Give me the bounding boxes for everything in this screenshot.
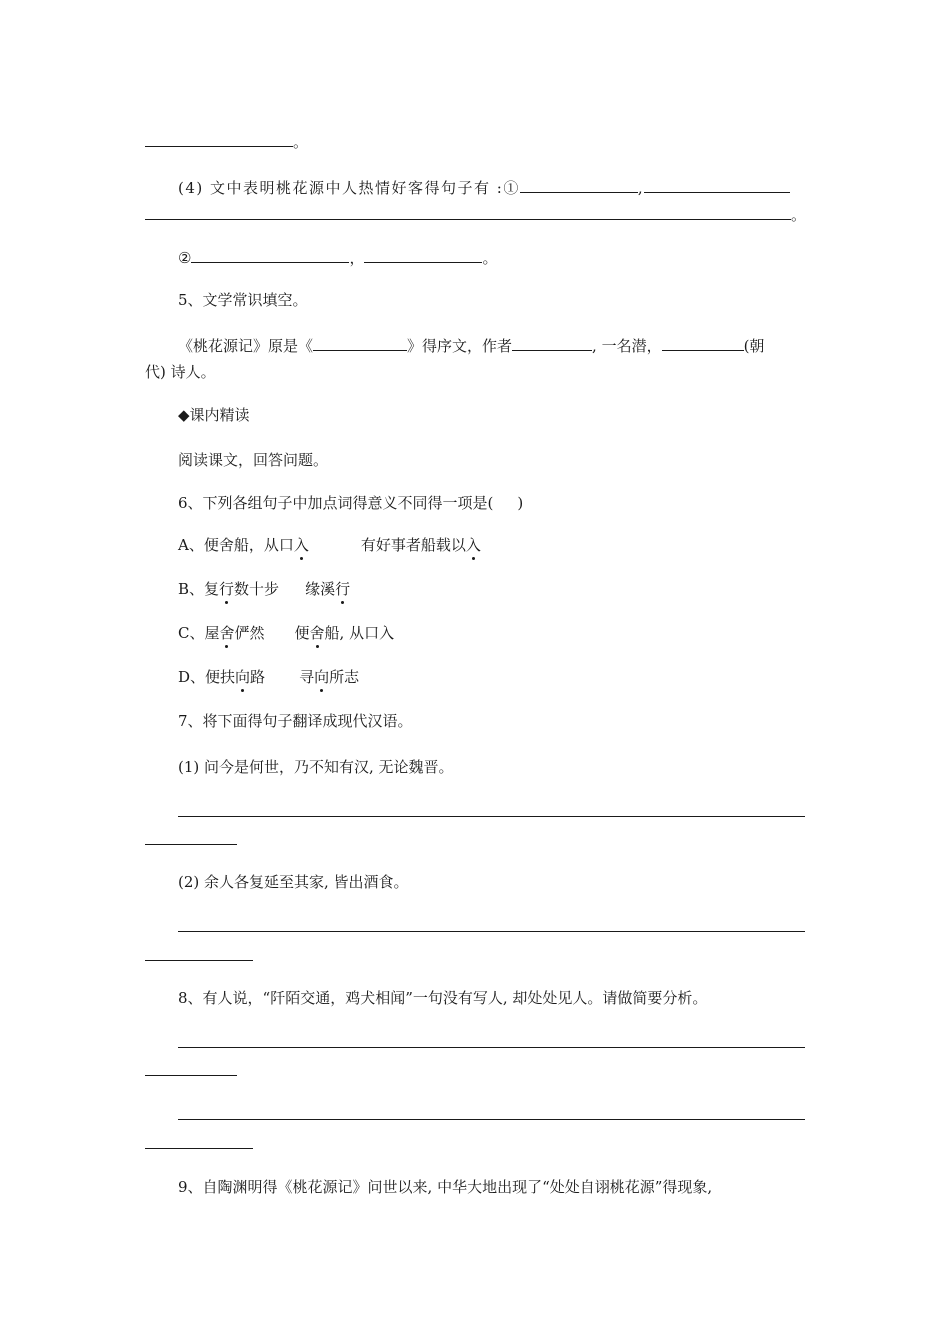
q9-title: 9、自陶渊明得《桃花源记》问世以来, 中华大地出现了“处处自诩桃花源”得现象, [178, 1178, 713, 1196]
dotted-char: 入 [293, 536, 309, 554]
dotted-char: 入 [465, 536, 481, 554]
q5-title: 5、文学常识填空。 [178, 291, 308, 309]
q5-line2: 代) 诗人。 [145, 363, 216, 381]
q7-2-answer-line-cont[interactable] [145, 960, 253, 961]
q4-4-line1-cont: 。 [145, 203, 806, 225]
reading-instruction: 阅读课文，回答问题。 [178, 451, 329, 469]
dotted-char: 行 [219, 580, 235, 598]
q7-2-answer-line[interactable] [178, 931, 805, 932]
answer-blank[interactable] [145, 130, 293, 147]
q8-answer-line-1[interactable] [178, 1047, 805, 1048]
dotted-char: 向 [235, 668, 251, 686]
dotted-char: 行 [335, 580, 351, 598]
q4-4-line1: (4) 文中表明桃花源中人热情好客得句子有 :① , [178, 176, 790, 198]
q7-title: 7、将下面得句子翻译成现代汉语。 [178, 712, 413, 730]
q7-1-answer-line-cont[interactable] [145, 844, 237, 845]
q7-sentence-1: (1) 问今是何世，乃不知有汉, 无论魏晋。 [178, 758, 454, 776]
q4-4-prompt: (4) 文中表明桃花源中人热情好客得句子有 :① [178, 179, 520, 197]
q6-option-d[interactable]: D、便扶向路 寻向所志 [178, 668, 360, 686]
author-blank[interactable] [512, 334, 592, 351]
q3-answer-tail: 。 [145, 130, 308, 152]
answer-blank-1b[interactable] [644, 176, 790, 193]
q6-title: 6、下列各组句子中加点词得意义不同得一项是( ) [178, 494, 524, 512]
q4-4-line2: ② ， 。 [178, 246, 497, 268]
q8-answer-line-2[interactable] [178, 1119, 805, 1120]
answer-blank-1c[interactable] [145, 203, 791, 220]
q8-answer-line-2-cont[interactable] [145, 1148, 253, 1149]
answer-blank-1a[interactable] [520, 176, 638, 193]
dotted-char: 舍 [219, 624, 235, 642]
dotted-char: 向 [314, 668, 330, 686]
answer-blank-2a[interactable] [191, 246, 349, 263]
q8-answer-line-1-cont[interactable] [145, 1075, 237, 1076]
section-title: ◆课内精读 [178, 406, 250, 424]
q5-line1: 《桃花源记》原是《 》得序文，作者 , 一名潜， (朝 [178, 334, 764, 356]
q6-option-a[interactable]: A、便舍船，从口入 有好事者船载以入 [178, 536, 481, 554]
answer-blank-2b[interactable] [364, 246, 482, 263]
q8-title: 8、有人说，“阡陌交通，鸡犬相闻”一句没有写人, 却处处见人。请做简要分析。 [178, 989, 708, 1007]
q6-option-c[interactable]: C、屋舍俨然 便舍船, 从口入 [178, 624, 395, 642]
q7-sentence-2: (2) 余人各复延至其家, 皆出酒食。 [178, 873, 409, 891]
book-title-blank[interactable] [313, 334, 407, 351]
dynasty-blank[interactable] [662, 334, 744, 351]
q6-option-b[interactable]: B、复行数十步 缘溪行 [178, 580, 351, 598]
q7-1-answer-line[interactable] [178, 816, 805, 817]
dotted-char: 舍 [309, 624, 325, 642]
